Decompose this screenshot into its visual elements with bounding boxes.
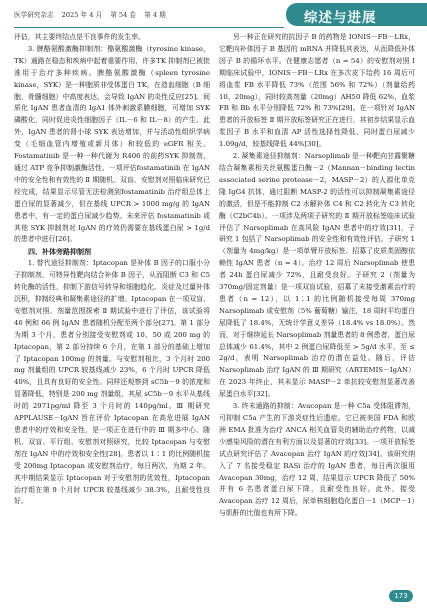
right-column [219, 32, 415, 520]
issue-number: 第 4 期 [144, 11, 166, 19]
paragraph: 2. 凝集素途径抑制剂：Narsoplimab 是一种靶向甘露聚糖结合凝集素相关丝氨酸蛋白酶－2（Mannan－binding lectin associated serine protease－2，MASP－2）的人源化单克隆 IgG4 抗体，通过阻断 MASP-2 的活性可以抑制凝集素途径的激活，但是不能抑制 C2 水解补体 C4 和 C2 转化为 C3 转化酶（C2bC4b）。一项涉及两项子研究的 Ⅱ 期开放标签临床试验评估了 Narsoplimab 在高风险 IgAN 患者中的疗效[31]，子研究 1 包括了 Narsoplimab 的安全性和有效性评估。子研究 1（剂量为 4mg/kg）是一项单臂开放标签、招募了皮质类固醇依赖性 IgAN 患者（n = 4）。治疗 12 周后 Narsoplimab 使患者 24h 蛋白尿减少 72%，且耐受良好。子研究 2（剂量为 370mg/固定剂量）是一项双盲试验，招募了未接受激素治疗的患者（n = 12），以 1∶1 的比例随机接受每周 370mg Narsoplimab 或安慰剂（5% 葡萄糖）输注，18 周时平均蛋白尿降低了 18.4%，无统计学意义差异（18.4% vs 18.0%）。然而，对于继续延长 Narsoplimab 剂量患者的 8 例患者，蛋白尿总体减少 61.4%，其中 2 例蛋白尿降低至 > 5g/d 水平，至 ≤ 2g/d，表明 Narsoplimab 治疗的潜在益处。随后，评估 Narsoplimab 治疗 IgAN 的 Ⅲ 期研究（ARTEMIS－IgAN）在 2023 年终止，其未显示 MASP－2 单抗较安慰剂显著改善尿蛋白水平[32]。 [219, 152, 415, 399]
volume-number: 第 54 卷 [110, 11, 137, 19]
paragraph: 3. 终末通路的抑制：Avacopan 是一种 C5a 受体阻滞剂，可抑制 C5a 产生的下游炎症性后遗症。它已被美国 FDA 和欧洲 EMA 批准为治疗 ANCA 相关血管炎的辅助治疗药物，以减少感染风险的潜在有利方面以及显著的疗效[33]。一项开放标签试点研究评估了 Avacopan 治疗 IgAN 的疗效[34]。该研究纳入了 7 名接受稳定 RASi 治疗的 IgAN 患者，每日两次服用 Avacopan 30mg，治疗 12 周，结果显示 UPCR 降低了 50% 并有 6 名患者蛋白尿下降，且耐受性良好。此外，接受 Avacopan 治疗 12 周后，尿单核细胞趋化蛋白－1（MCP－1）与肌酐的比值也有所下降。 [219, 402, 415, 518]
header-rule [14, 27, 284, 28]
paragraph: 另一种正在研究的抗因子 B 的药物是 IONIS－FB－LRx，它靶向补体因子 B 基因的 mRNA 并降低其表达，从而降低补体因子 B 的循环水平。在健康志愿者（n = 54）的安慰剂对照 Ⅰ 期临床试验中，IONIS－FB－LRx 在多次皮下给药 16 周后可将血浆 FB 水平降低 73%（范围 56% 和 72%）（剂量给药 10、20mg），同时较高剂量（20mg）AH50 降低 62%，血浆 FB 和 Bb 水平分别降低 72% 和 73%[29]。在一项针对 IgAN 患者的开放标签 Ⅱ 期开放标签研究正在进行，其初步结果显示血浆因子 B 水平和血清 AP 活性选择性降低，同时蛋白尿减少 1.09g/d，较基线降低 44%[30]。 [219, 33, 415, 149]
page-header [0, 0, 427, 28]
section-banner [286, 3, 427, 26]
paragraph: 3. 脾酪氨酸激酶抑制剂：酪氨酸激酶（tyrosine kinase，TK）通路在稳态和疾病中起着重要作用，许多TK 抑制剂已被批准用于治疗多种疾病。脾酪氨酸激酶（spleen tyrosine kinase，SYK）是一种胞质非受体蛋白 TK，在造血细胞（B 细胞、骨髓细胞）中高度表达，会导致 IgAN 的炎性反应[25]。间质化 IgAN 患者血清的 IgA1 体外刺激系膜细胞，可增加 SYK 磷酸化，同时促进炎性细胞因子（IL－6 和 IL－8）的产生。此外，IgAN 患者的肾小球 SYK 表达增加，并与活动性组织学病变（毛细血管内增殖或新月体）和较低的 eGFR 相关。Fostamatinib 是一种一种代谢为 R406 的前药SYK 抑制剂，通过 ATP 竞争抑制激酶活性。一项评估fostamatinib 在 IgAN 中的安全性和有效性的 Ⅱ 期随机、双盲、安慰剂对照临床研究已经完成，结果显示尽管无法检测到fostamatinib 治疗组总体上蛋白尿的显著减少，但在基线 UPCR > 1000 mg/g 的 IgAN 患者中，有一定的蛋白尿减少趋势。未来评估 fostamatinib 或其他 SYK 抑制剂对 IgAN 的疗效仍需要在基线蛋白尿 > 1g/d 的患者中进行[26]。 [14, 44, 210, 244]
paragraph: 1. 替代途径抑制剂：Iptacopan 是补体 B 因子的口服小分子抑制剂，可特异性靶向结合补体 B 因子，从而阻断 C3 和 C5 转化酶的活性，抑制下游信号转导和细胞趋化、炎症及过量补体沉积，抑制经典和凝集素途径的扩增。Iptacopan 在一项双盲、安慰剂对照、剂量范围探索 Ⅱ 期试验中进行了评估，该试验将 46 例和 66 例 IgAN 患者随机分配至两个部分[27]。第 1 部分为期 3 个月，患者分别接受安慰剂或 10、50 或 200 mg 的 Iptacopan，第 2 部分持续 6 个月，在第 1 部分的基础上增加了 Iptacopan 100mg 的剂量。与安慰剂相比，3 个月时 200 mg 剂量组的 UPCR 较基线减少 23%，6 个月时 UPCR 降低 40%，且具有良好的安全性。同样还观察到 sC5b－9 的浓度和显著降低，特别是 200 mg 剂量组，其尿 sC5b－9 水平从基线时的 2971pg/ml 降至 3 个月时的 140pg/ml。Ⅲ 期研究 APPLAUSE－IgAN 旨在评价 Iptacopan 在高危进展 IgAN 患者中的疗效和安全性，是一项正在进行中的 Ⅲ 期多中心、随机、双盲、平行组、安慰剂对照研究，比较 Iptacopan 与安慰剂在 IgAN 中的疗效和安全性[28]。患者以 1∶1 的比例随机接受 200mg Iptacopan 或安慰剂治疗，每日两次，为期 2 年。其中期结果显示 Iptacopan 对于安慰剂的优效性，Iptacopan 治疗组在第 9 个月时 UPCR 较基线减少 38.3%，且耐受性良好。 [14, 259, 210, 506]
journal-info [14, 9, 172, 19]
paragraph: 评估，其主要终结点是不良事件的发生率。 [14, 33, 145, 41]
section-banner-label: 综述与进展 [304, 10, 377, 26]
journal-name: 医学研究杂志 [14, 11, 54, 19]
left-column [14, 32, 210, 508]
section-heading: 四、补体旁路抑制剂 [28, 248, 91, 257]
issue-date: 2025 年 4 月 [61, 11, 103, 19]
page-number: 173 [389, 590, 413, 602]
